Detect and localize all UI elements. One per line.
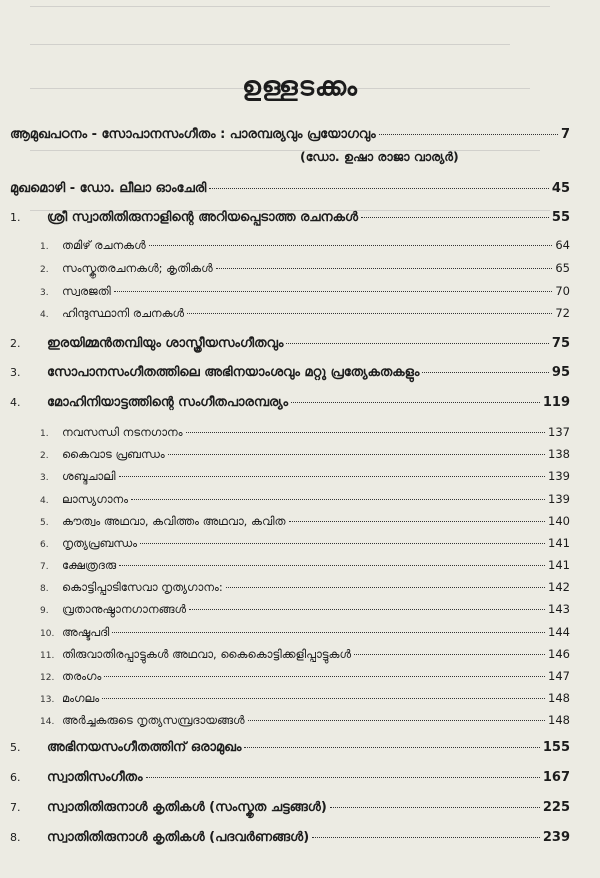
chapter-title: സ്വാതിസംഗീതം <box>47 770 143 785</box>
page-number: 64 <box>555 238 570 252</box>
dot-leader <box>286 343 549 344</box>
bleed-through-text <box>30 0 590 235</box>
chapter-number: 3. <box>10 366 21 379</box>
dot-leader <box>209 188 549 189</box>
toc-chapter[interactable] <box>10 210 570 225</box>
chapter-title: ഇരയിമ്മൻതമ്പിയും ശാസ്ത്രീയസംഗീതവും <box>47 336 284 351</box>
toc-section[interactable] <box>40 238 570 253</box>
dot-leader <box>330 807 540 808</box>
page-number: 144 <box>548 625 570 639</box>
section-title: കൗത്വം അഥവാ, കവിത്തം അഥവാ, കവിത <box>62 514 286 528</box>
section-number: 8. <box>40 584 49 594</box>
toc-chapter[interactable] <box>10 365 570 380</box>
preface-author: (ഡോ. ഉഷാ രാജാ വാര്യർ) <box>300 149 459 164</box>
page-number: 146 <box>548 647 570 661</box>
chapter-title: അഭിനയസംഗീതത്തിന് ഒരാമുഖം <box>47 740 242 755</box>
section-number: 3. <box>40 288 49 298</box>
toc-section[interactable] <box>40 536 570 551</box>
section-title: ശബ്ദചാലി <box>62 469 116 483</box>
section-number: 3. <box>40 473 49 483</box>
section-title: തമിഴ് രചനകൾ <box>62 238 146 252</box>
toc-chapter[interactable] <box>10 830 570 845</box>
toc-chapter[interactable] <box>10 770 570 785</box>
dot-leader <box>354 654 545 655</box>
dot-leader <box>289 521 546 522</box>
page-number: 119 <box>542 395 570 410</box>
toc-section[interactable] <box>40 284 570 299</box>
chapter-title: മോഹിനിയാട്ടത്തിന്റെ സംഗീതപാരമ്പര്യം <box>47 395 289 410</box>
dot-leader <box>248 720 545 721</box>
page-number: 45 <box>551 181 570 196</box>
dot-leader <box>140 543 545 544</box>
section-number: 2. <box>40 265 49 275</box>
toc-entry-preface[interactable] <box>10 127 570 142</box>
page-number: 148 <box>548 713 570 727</box>
dot-leader <box>186 432 545 433</box>
dot-leader <box>146 777 540 778</box>
page-number: 167 <box>542 770 570 785</box>
chapter-number: 5. <box>10 741 21 754</box>
entry-title: ആമുഖപഠനം - സോപാനസംഗീതം : പാരമ്പര്യവും പ്രയോഗവും <box>10 127 376 142</box>
page-number: 7 <box>560 127 570 142</box>
section-number: 2. <box>40 451 49 461</box>
section-number: 9. <box>40 606 49 616</box>
toc-chapter[interactable] <box>10 395 570 410</box>
section-number: 13. <box>40 695 55 705</box>
toc-section[interactable] <box>40 669 570 684</box>
toc-section[interactable] <box>40 514 570 529</box>
dot-leader <box>379 134 558 135</box>
dot-leader <box>226 587 545 588</box>
section-title: ലാസ്യഗാനം <box>62 492 129 506</box>
chapter-number: 6. <box>10 771 21 784</box>
dot-leader <box>168 454 545 455</box>
section-title: അർച്ചകരുടെ നൃത്യസമ്പ്രദായങ്ങൾ <box>62 713 245 727</box>
toc-chapter[interactable] <box>10 740 570 755</box>
section-number: 12. <box>40 673 55 683</box>
dot-leader <box>361 217 549 218</box>
page-number: 143 <box>548 602 570 616</box>
page-number: 55 <box>551 210 570 225</box>
toc-section[interactable] <box>40 602 570 617</box>
section-number: 10. <box>40 629 55 639</box>
page-number: 95 <box>551 365 570 380</box>
toc-section[interactable] <box>40 447 570 462</box>
chapter-title: ശ്രീ സ്വാതിതിരുനാളിന്റെ അറിയപ്പെടാത്ത രചനകൾ <box>47 210 359 225</box>
section-number: 4. <box>40 496 49 506</box>
section-title: സ്വരജതി <box>62 284 111 298</box>
section-title: നവസന്ധി നടനഗാനം <box>62 425 183 439</box>
toc-section[interactable] <box>40 647 570 662</box>
page-number: 72 <box>555 306 570 320</box>
section-number: 1. <box>40 429 49 439</box>
section-number: 1. <box>40 242 49 252</box>
dot-leader <box>312 837 540 838</box>
section-number: 14. <box>40 717 55 727</box>
chapter-number: 2. <box>10 337 21 350</box>
page-number: 139 <box>548 492 570 506</box>
section-title: വ്രതാനുഷ്ഠാനഗാനങ്ങൾ <box>62 602 187 616</box>
page-number: 147 <box>548 669 570 683</box>
dot-leader <box>149 245 553 246</box>
dot-leader <box>189 609 545 610</box>
section-number: 6. <box>40 540 49 550</box>
section-title: കൈവാട പ്രബന്ധം <box>62 447 165 461</box>
section-number: 4. <box>40 310 49 320</box>
chapter-title: സ്വാതിതിരുനാൾ കൃതികൾ (പദവർണങ്ങൾ) <box>47 830 310 845</box>
chapter-number: 4. <box>10 396 21 409</box>
page-title: ഉള്ളടക്കം <box>242 72 358 102</box>
dot-leader <box>102 698 545 699</box>
toc-section[interactable] <box>40 469 570 484</box>
entry-title: മുഖമൊഴി - ഡോ. ലീലാ ഓംചേരി <box>10 181 207 196</box>
page-number: 137 <box>548 425 570 439</box>
chapter-title: സോപാനസംഗീതത്തിലെ അഭിനയാംശവും മറ്റു പ്രത്യേകതകളും <box>47 365 420 380</box>
toc-section[interactable] <box>40 691 570 706</box>
section-title: തിരുവാതിരപ്പാട്ടുകൾ അഥവാ, കൈകൊട്ടിക്കളിപ്പാട്ടുകൾ <box>62 647 352 661</box>
chapter-title: സ്വാതിതിരുനാൾ കൃതികൾ (സംസ്കൃത ചട്ടങ്ങൾ) <box>47 800 327 815</box>
section-number: 5. <box>40 518 49 528</box>
page-number: 138 <box>548 447 570 461</box>
page-number: 65 <box>555 261 570 275</box>
section-title: ഹിന്ദുസ്ഥാനി രചനകൾ <box>62 306 185 320</box>
section-title: കൊട്ടിപ്പാടിസേവാ നൃത്യഗാനം: <box>62 580 223 594</box>
dot-leader <box>244 747 539 748</box>
page-number: 75 <box>551 336 570 351</box>
chapter-number: 8. <box>10 831 21 844</box>
toc-section[interactable] <box>40 261 570 276</box>
page-number: 140 <box>548 514 570 528</box>
chapter-number: 1. <box>10 211 21 224</box>
section-title: മംഗലം <box>62 691 100 705</box>
toc-chapter[interactable] <box>10 336 570 351</box>
dot-leader <box>291 402 540 403</box>
dot-leader <box>119 565 545 566</box>
toc-section[interactable] <box>40 558 570 573</box>
section-title: സംസ്കൃതരചനകൾ; കൃതികൾ <box>62 261 213 275</box>
toc-section[interactable] <box>40 492 570 507</box>
dot-leader <box>112 632 545 633</box>
page-number: 239 <box>542 830 570 845</box>
page-number: 139 <box>548 469 570 483</box>
page-number: 225 <box>542 800 570 815</box>
section-title: നൃത്യപ്രബന്ധം <box>62 536 138 550</box>
page-number: 155 <box>542 740 570 755</box>
section-title: ക്ഷേത്രദരു <box>62 558 117 572</box>
section-number: 7. <box>40 562 49 572</box>
section-title: അഷ്ടപദി <box>62 625 110 639</box>
page-number: 142 <box>548 580 570 594</box>
toc-section[interactable] <box>40 425 570 440</box>
toc-section[interactable] <box>40 625 570 640</box>
toc-entry-foreword[interactable] <box>10 181 570 196</box>
chapter-number: 7. <box>10 801 21 814</box>
dot-leader <box>104 676 545 677</box>
toc-section[interactable] <box>40 306 570 321</box>
section-title: തരംഗം <box>62 669 102 683</box>
dot-leader <box>422 372 549 373</box>
page-number: 141 <box>548 536 570 550</box>
page-number: 141 <box>548 558 570 572</box>
page-number: 70 <box>555 284 570 298</box>
page-number: 148 <box>548 691 570 705</box>
toc-section[interactable] <box>40 713 570 728</box>
section-number: 11. <box>40 651 55 661</box>
toc-section[interactable] <box>40 580 570 595</box>
toc-chapter[interactable] <box>10 800 570 815</box>
dot-leader <box>119 476 546 477</box>
dot-leader <box>131 499 545 500</box>
dot-leader <box>114 291 553 292</box>
dot-leader <box>187 313 552 314</box>
dot-leader <box>216 268 553 269</box>
